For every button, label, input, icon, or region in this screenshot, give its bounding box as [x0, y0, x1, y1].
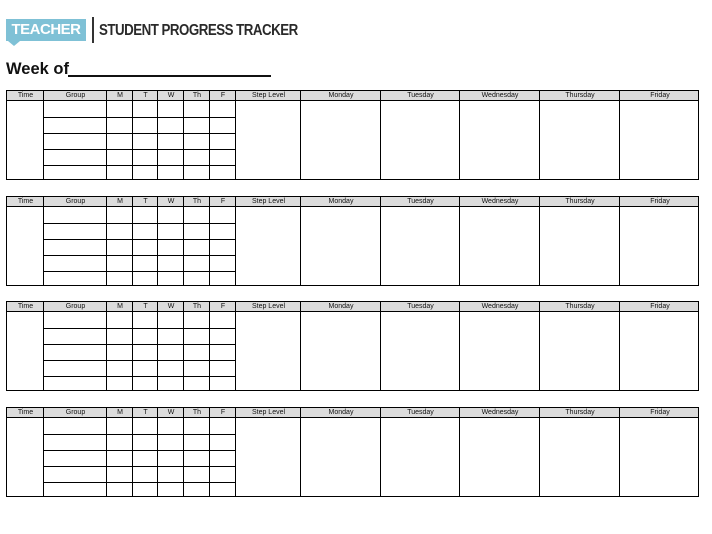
table-cell[interactable] [158, 482, 183, 496]
table-cell[interactable] [133, 450, 157, 466]
table-cell[interactable] [210, 418, 235, 434]
column-header: Time [17, 303, 34, 310]
table-cell[interactable] [158, 312, 183, 328]
column-header: Friday [650, 409, 670, 416]
table-cell[interactable] [44, 328, 106, 344]
table-cell[interactable] [210, 434, 235, 450]
table-cell[interactable] [158, 360, 183, 376]
table-cell[interactable] [210, 312, 235, 328]
table-cell[interactable] [44, 271, 106, 285]
table-cell[interactable] [44, 223, 106, 239]
table-cell[interactable] [210, 360, 235, 376]
table-cell[interactable] [107, 165, 132, 179]
table-cell[interactable] [184, 117, 209, 133]
table-cell[interactable] [107, 117, 132, 133]
column-header: Thursday [565, 409, 595, 416]
table-cell[interactable] [210, 328, 235, 344]
table-cell[interactable] [381, 207, 459, 285]
table-cell[interactable] [133, 101, 157, 117]
column-header: Time [17, 198, 34, 205]
column-header: Th [192, 92, 202, 99]
column-header: W [167, 303, 175, 310]
column-header: Group [65, 198, 86, 205]
table-cell[interactable] [44, 482, 106, 496]
table-cell[interactable] [133, 165, 157, 179]
table-cell[interactable] [44, 312, 106, 328]
table-cell[interactable] [7, 418, 43, 496]
table-cell[interactable] [44, 207, 106, 223]
page-header [6, 17, 706, 45]
column-header: Th [192, 409, 202, 416]
table-cell[interactable] [184, 312, 209, 328]
table-cell[interactable] [158, 133, 183, 149]
table-cell[interactable] [301, 312, 380, 390]
table-cell[interactable] [158, 271, 183, 285]
table-cell[interactable] [301, 418, 380, 496]
column-header: Friday [650, 198, 670, 205]
table-cell[interactable] [460, 101, 539, 179]
teacher-tag-notch [8, 41, 20, 46]
table-cell[interactable] [133, 117, 157, 133]
table-cell[interactable] [184, 482, 209, 496]
table-cell[interactable] [620, 101, 699, 179]
column-header: Th [192, 198, 202, 205]
table-cell[interactable] [44, 149, 106, 165]
table-cell[interactable] [184, 434, 209, 450]
column-header: Step Level [251, 303, 286, 310]
table-cell[interactable] [184, 328, 209, 344]
week-of-input-line[interactable] [68, 75, 271, 77]
table-cell[interactable] [133, 482, 157, 496]
week-of-row [6, 59, 306, 79]
table-cell[interactable] [184, 133, 209, 149]
table-cell[interactable] [184, 101, 209, 117]
table-cell[interactable] [133, 344, 157, 360]
table-cell[interactable] [620, 312, 699, 390]
table-cell[interactable] [210, 165, 235, 179]
table-cell[interactable] [158, 466, 183, 482]
page-title: STUDENT PROGRESS TRACKER [99, 22, 298, 39]
tracker-table-1 [6, 90, 699, 180]
column-header: M [117, 198, 123, 205]
column-header: Tuesday [407, 198, 434, 205]
table-cell[interactable] [236, 207, 300, 285]
column-header: M [117, 92, 123, 99]
table-cell[interactable] [107, 434, 132, 450]
table-cell[interactable] [107, 133, 132, 149]
table-cell[interactable] [133, 466, 157, 482]
column-header: T [143, 198, 148, 205]
table-cell[interactable] [107, 271, 132, 285]
table-cell[interactable] [44, 360, 106, 376]
table-cell[interactable] [460, 312, 539, 390]
title-divider [92, 17, 94, 43]
column-header: T [143, 409, 148, 416]
table-cell[interactable] [210, 344, 235, 360]
column-header: Time [17, 409, 34, 416]
table-cell[interactable] [107, 207, 132, 223]
table-cell[interactable] [107, 344, 132, 360]
table-cell[interactable] [158, 165, 183, 179]
column-header: Monday [328, 198, 354, 205]
table-cell[interactable] [158, 101, 183, 117]
table-cell[interactable] [44, 133, 106, 149]
table-cell[interactable] [44, 239, 106, 255]
table-cell[interactable] [133, 434, 157, 450]
table-cell[interactable] [210, 239, 235, 255]
table-cell[interactable] [210, 101, 235, 117]
table-cell[interactable] [44, 450, 106, 466]
table-cell[interactable] [236, 101, 300, 179]
table-cell[interactable] [158, 255, 183, 271]
column-header: Group [65, 92, 86, 99]
table-cell[interactable] [107, 223, 132, 239]
table-cell[interactable] [133, 207, 157, 223]
table-cell[interactable] [184, 223, 209, 239]
table-cell[interactable] [184, 344, 209, 360]
table-cell[interactable] [44, 376, 106, 390]
table-cell[interactable] [210, 255, 235, 271]
table-cell[interactable] [184, 271, 209, 285]
column-header: T [143, 303, 148, 310]
table-cell[interactable] [44, 255, 106, 271]
column-header: Step Level [251, 409, 286, 416]
table-cell[interactable] [184, 360, 209, 376]
table-cell[interactable] [381, 418, 459, 496]
table-cell[interactable] [184, 450, 209, 466]
table-cell[interactable] [620, 418, 699, 496]
table-cell[interactable] [210, 482, 235, 496]
table-cell[interactable] [158, 117, 183, 133]
table-cell[interactable] [158, 418, 183, 434]
table-cell[interactable] [210, 133, 235, 149]
column-header: Group [65, 409, 86, 416]
table-cell[interactable] [158, 149, 183, 165]
table-cell[interactable] [301, 207, 380, 285]
table-cell[interactable] [184, 255, 209, 271]
column-header: Monday [328, 409, 354, 416]
column-header: F [220, 409, 226, 416]
table-cell[interactable] [236, 312, 300, 390]
table-cell[interactable] [460, 418, 539, 496]
table-cell[interactable] [184, 376, 209, 390]
table-cell[interactable] [133, 133, 157, 149]
column-header: Monday [328, 92, 354, 99]
table-cell[interactable] [540, 312, 619, 390]
table-cell[interactable] [184, 239, 209, 255]
column-header: W [167, 92, 175, 99]
table-cell[interactable] [158, 376, 183, 390]
table-cell[interactable] [44, 344, 106, 360]
column-header: M [117, 409, 123, 416]
column-header: Monday [328, 303, 354, 310]
column-header: Friday [650, 303, 670, 310]
table-cell[interactable] [107, 376, 132, 390]
column-header: Tuesday [407, 303, 434, 310]
table-cell[interactable] [133, 271, 157, 285]
column-header: M [117, 303, 123, 310]
table-cell[interactable] [184, 207, 209, 223]
table-cell[interactable] [7, 312, 43, 390]
table-cell[interactable] [44, 466, 106, 482]
table-cell[interactable] [107, 312, 132, 328]
table-cell[interactable] [184, 466, 209, 482]
column-header: Group [65, 303, 86, 310]
table-cell[interactable] [44, 117, 106, 133]
column-header: W [167, 198, 175, 205]
column-header: Time [17, 92, 34, 99]
table-cell[interactable] [107, 328, 132, 344]
table-cell[interactable] [158, 344, 183, 360]
column-header: F [220, 303, 226, 310]
table-cell[interactable] [44, 434, 106, 450]
column-header: Tuesday [407, 92, 434, 99]
table-cell[interactable] [210, 376, 235, 390]
table-cell[interactable] [381, 312, 459, 390]
table-cell[interactable] [210, 466, 235, 482]
table-cell[interactable] [158, 328, 183, 344]
column-header: Wednesday [481, 198, 519, 205]
table-cell[interactable] [620, 207, 699, 285]
table-cell[interactable] [133, 376, 157, 390]
column-header: F [220, 198, 226, 205]
table-cell[interactable] [540, 418, 619, 496]
table-cell[interactable] [158, 207, 183, 223]
column-header: Wednesday [481, 409, 519, 416]
column-header: Friday [650, 92, 670, 99]
table-cell[interactable] [158, 450, 183, 466]
table-cell[interactable] [107, 360, 132, 376]
week-of-label: Week of [6, 60, 69, 78]
table-cell[interactable] [107, 101, 132, 117]
table-cell[interactable] [133, 149, 157, 165]
table-cell[interactable] [540, 101, 619, 179]
table-cell[interactable] [44, 165, 106, 179]
table-cell[interactable] [210, 271, 235, 285]
table-cell[interactable] [540, 207, 619, 285]
table-cell[interactable] [236, 418, 300, 496]
column-header: Tuesday [407, 409, 434, 416]
table-cell[interactable] [107, 149, 132, 165]
column-header: Step Level [251, 92, 286, 99]
table-cell[interactable] [210, 223, 235, 239]
table-cell[interactable] [210, 207, 235, 223]
tracker-table-4 [6, 407, 699, 497]
table-cell[interactable] [133, 328, 157, 344]
column-header: W [167, 409, 175, 416]
table-cell[interactable] [210, 149, 235, 165]
column-header: Wednesday [481, 303, 519, 310]
column-header: Thursday [565, 198, 595, 205]
table-cell[interactable] [44, 418, 106, 434]
tracker-table-3 [6, 301, 699, 391]
table-cell[interactable] [133, 255, 157, 271]
table-cell[interactable] [381, 101, 459, 179]
table-cell[interactable] [460, 207, 539, 285]
table-cell[interactable] [7, 101, 43, 179]
table-cell[interactable] [133, 239, 157, 255]
table-cell[interactable] [133, 312, 157, 328]
column-header: Wednesday [481, 92, 519, 99]
table-cell[interactable] [107, 255, 132, 271]
column-header: Thursday [565, 303, 595, 310]
table-cell[interactable] [107, 466, 132, 482]
tracker-table-2 [6, 196, 699, 286]
column-header: Thursday [565, 92, 595, 99]
table-cell[interactable] [184, 418, 209, 434]
table-cell[interactable] [301, 101, 380, 179]
table-cell[interactable] [158, 434, 183, 450]
table-cell[interactable] [107, 482, 132, 496]
table-cell[interactable] [184, 149, 209, 165]
column-header: Step Level [251, 198, 286, 205]
table-cell[interactable] [44, 101, 106, 117]
column-header: T [143, 92, 148, 99]
table-cell[interactable] [210, 450, 235, 466]
table-cell[interactable] [210, 117, 235, 133]
table-cell[interactable] [107, 418, 132, 434]
table-cell[interactable] [158, 223, 183, 239]
table-cell[interactable] [133, 223, 157, 239]
table-cell[interactable] [184, 165, 209, 179]
table-cell[interactable] [158, 239, 183, 255]
column-header: F [220, 92, 226, 99]
column-header: Th [192, 303, 202, 310]
table-cell[interactable] [7, 207, 43, 285]
table-cell[interactable] [107, 450, 132, 466]
teacher-tag: TEACHER [6, 19, 86, 41]
table-cell[interactable] [133, 360, 157, 376]
table-cell[interactable] [107, 239, 132, 255]
table-cell[interactable] [133, 418, 157, 434]
